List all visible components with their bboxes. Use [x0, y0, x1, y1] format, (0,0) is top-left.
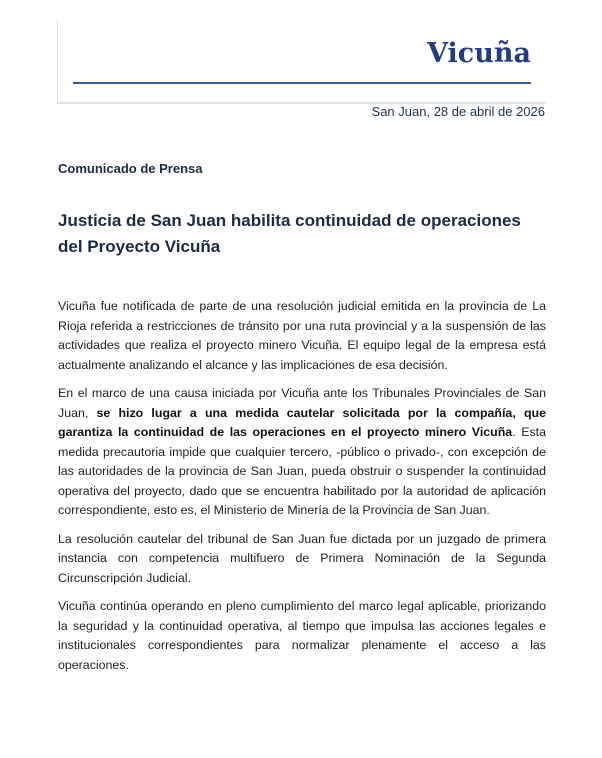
paragraph-2 — [58, 384, 546, 521]
vicuna-logo: Vicuña — [427, 38, 531, 69]
headline: Justicia de San Juan habilita continuidad de operaciones del Proyecto Vicuña — [58, 211, 521, 256]
date-line: San Juan, 28 de abril de 2026 — [371, 104, 545, 119]
paragraph-3: La resolución cautelar del tribunal de San Juan fue dictada por un juzgado de primera instancia con competencia multifuero de Primera Nominación de la Segunda Circunscripción Judicial. — [58, 531, 546, 585]
paragraph-2-rest: . Esta medida precautoria impide que cualquier tercero, -público o privado-, con excepción de las autoridades de la provincia de San Juan, pueda obstruir o suspender la continuidad operativa del proyecto, dado que se encuentra habilitado por la autoridad de aplicación correspondiente, esto es, el Ministerio de Minería de la Provincia de San Juan. — [58, 425, 546, 517]
paragraph-2-lead: En el marco de una causa iniciada por Vicuña ante los Tribunales Provinciales de San Juan, — [58, 386, 546, 420]
press-release-label: Comunicado de Prensa — [58, 161, 203, 176]
article-body — [58, 297, 546, 684]
header-rule — [73, 82, 531, 84]
letterhead — [57, 20, 546, 104]
paragraph-4: Vicuña continúa operando en pleno cumplimiento del marco legal aplicable, priorizando la seguridad y la continuidad operativa, al tiempo que impulsa las acciones legales e institucionales correspondientes para normalizar plenamente el acceso a las operaciones. — [58, 599, 546, 672]
paragraph-1: Vicuña fue notificada de parte de una resolución judicial emitida en la provincia de La Rioja referida a restricciones de tránsito por una ruta provincial y a la suspensión de las actividades que realiza el proyecto minero Vicuña. El equipo legal de la empresa está actualmente analizando el alcance y las implicaciones de esa decisión. — [58, 299, 546, 372]
paragraph-2-highlight: se hizo lugar a una medida cautelar solicitada por la compañía, que garantiza la continuidad de las operaciones en el proyecto minero Vicuña — [58, 405, 546, 439]
